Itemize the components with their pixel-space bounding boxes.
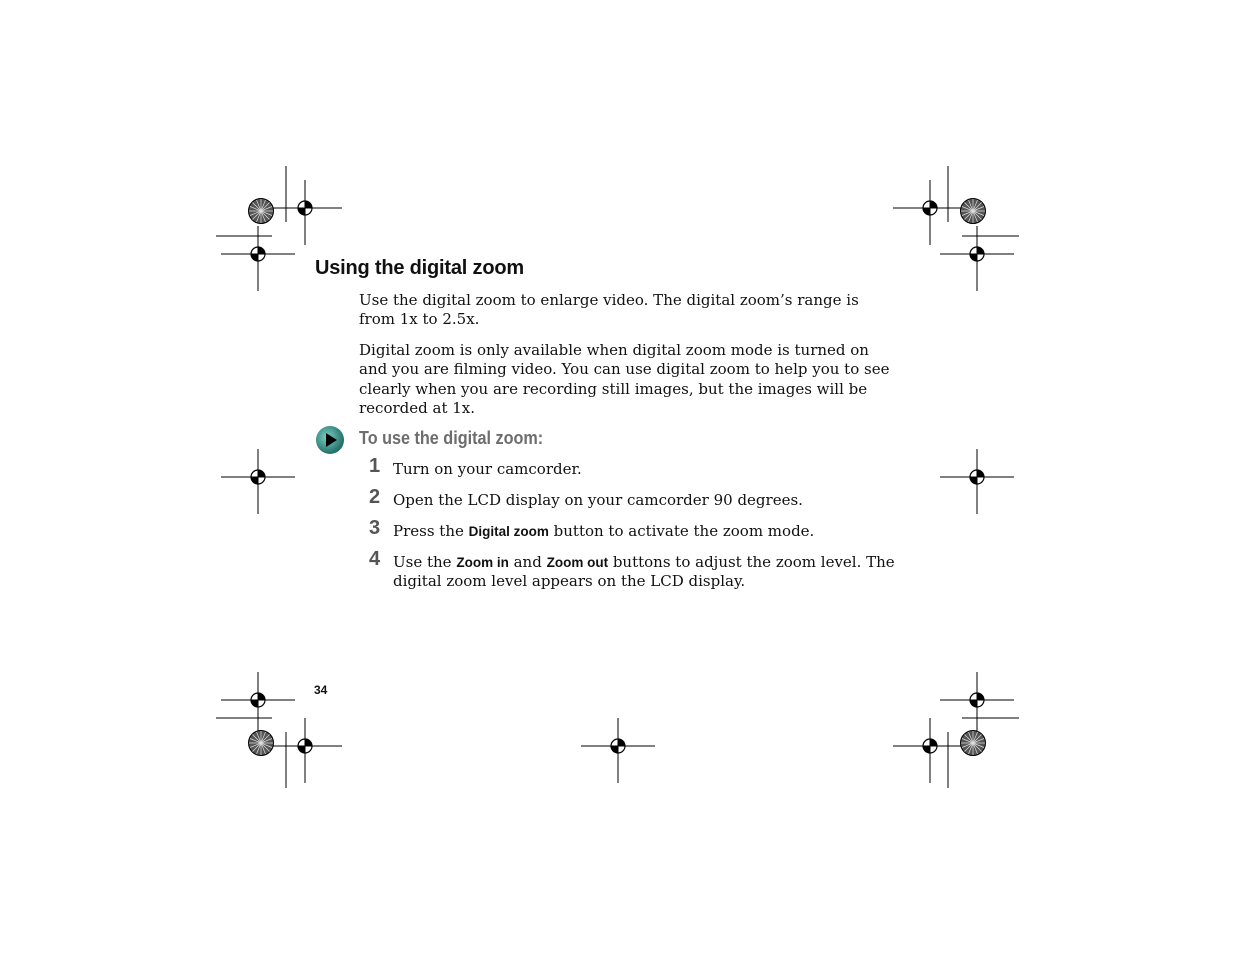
step-text-part: Press the (393, 522, 469, 540)
step-number: 1 (369, 455, 381, 477)
procedure-title: To use the digital zoom: (359, 428, 544, 448)
page-number: 34 (314, 683, 328, 697)
intro-paragraph: Use the digital zoom to enlarge video. The digital zoom’s range is from 1x to 2.5x. (359, 291, 859, 329)
step-text-part: and (508, 553, 547, 571)
step-text-part: buttons to adjust the zoom level. The digital zoom level appears on the LCD display. (393, 553, 895, 591)
step-text-part: Use the (393, 553, 457, 571)
zoom-in-button-label: Zoom in (456, 555, 509, 570)
availability-paragraph: Digital zoom is only available when digital zoom mode is turned on and you are filming video. You can use digital zoom to help you to see clearly when you are recording still images, but the images will be recorded at 1x. (359, 341, 890, 417)
zoom-out-button-label: Zoom out (546, 555, 609, 570)
step-number: 3 (369, 517, 381, 539)
step-number: 2 (369, 486, 381, 508)
step-number: 4 (369, 548, 381, 570)
step-text (393, 522, 898, 541)
step-text-part: button to activate the zoom mode. (548, 522, 815, 540)
step-text (393, 553, 898, 592)
play-arrow-icon (315, 425, 345, 455)
digital-zoom-button-label: Digital zoom (468, 524, 549, 539)
step-text: Turn on your camcorder. (393, 460, 582, 478)
step-text: Open the LCD display on your camcorder 90 degrees. (393, 491, 803, 509)
page-title: Using the digital zoom (315, 257, 524, 279)
